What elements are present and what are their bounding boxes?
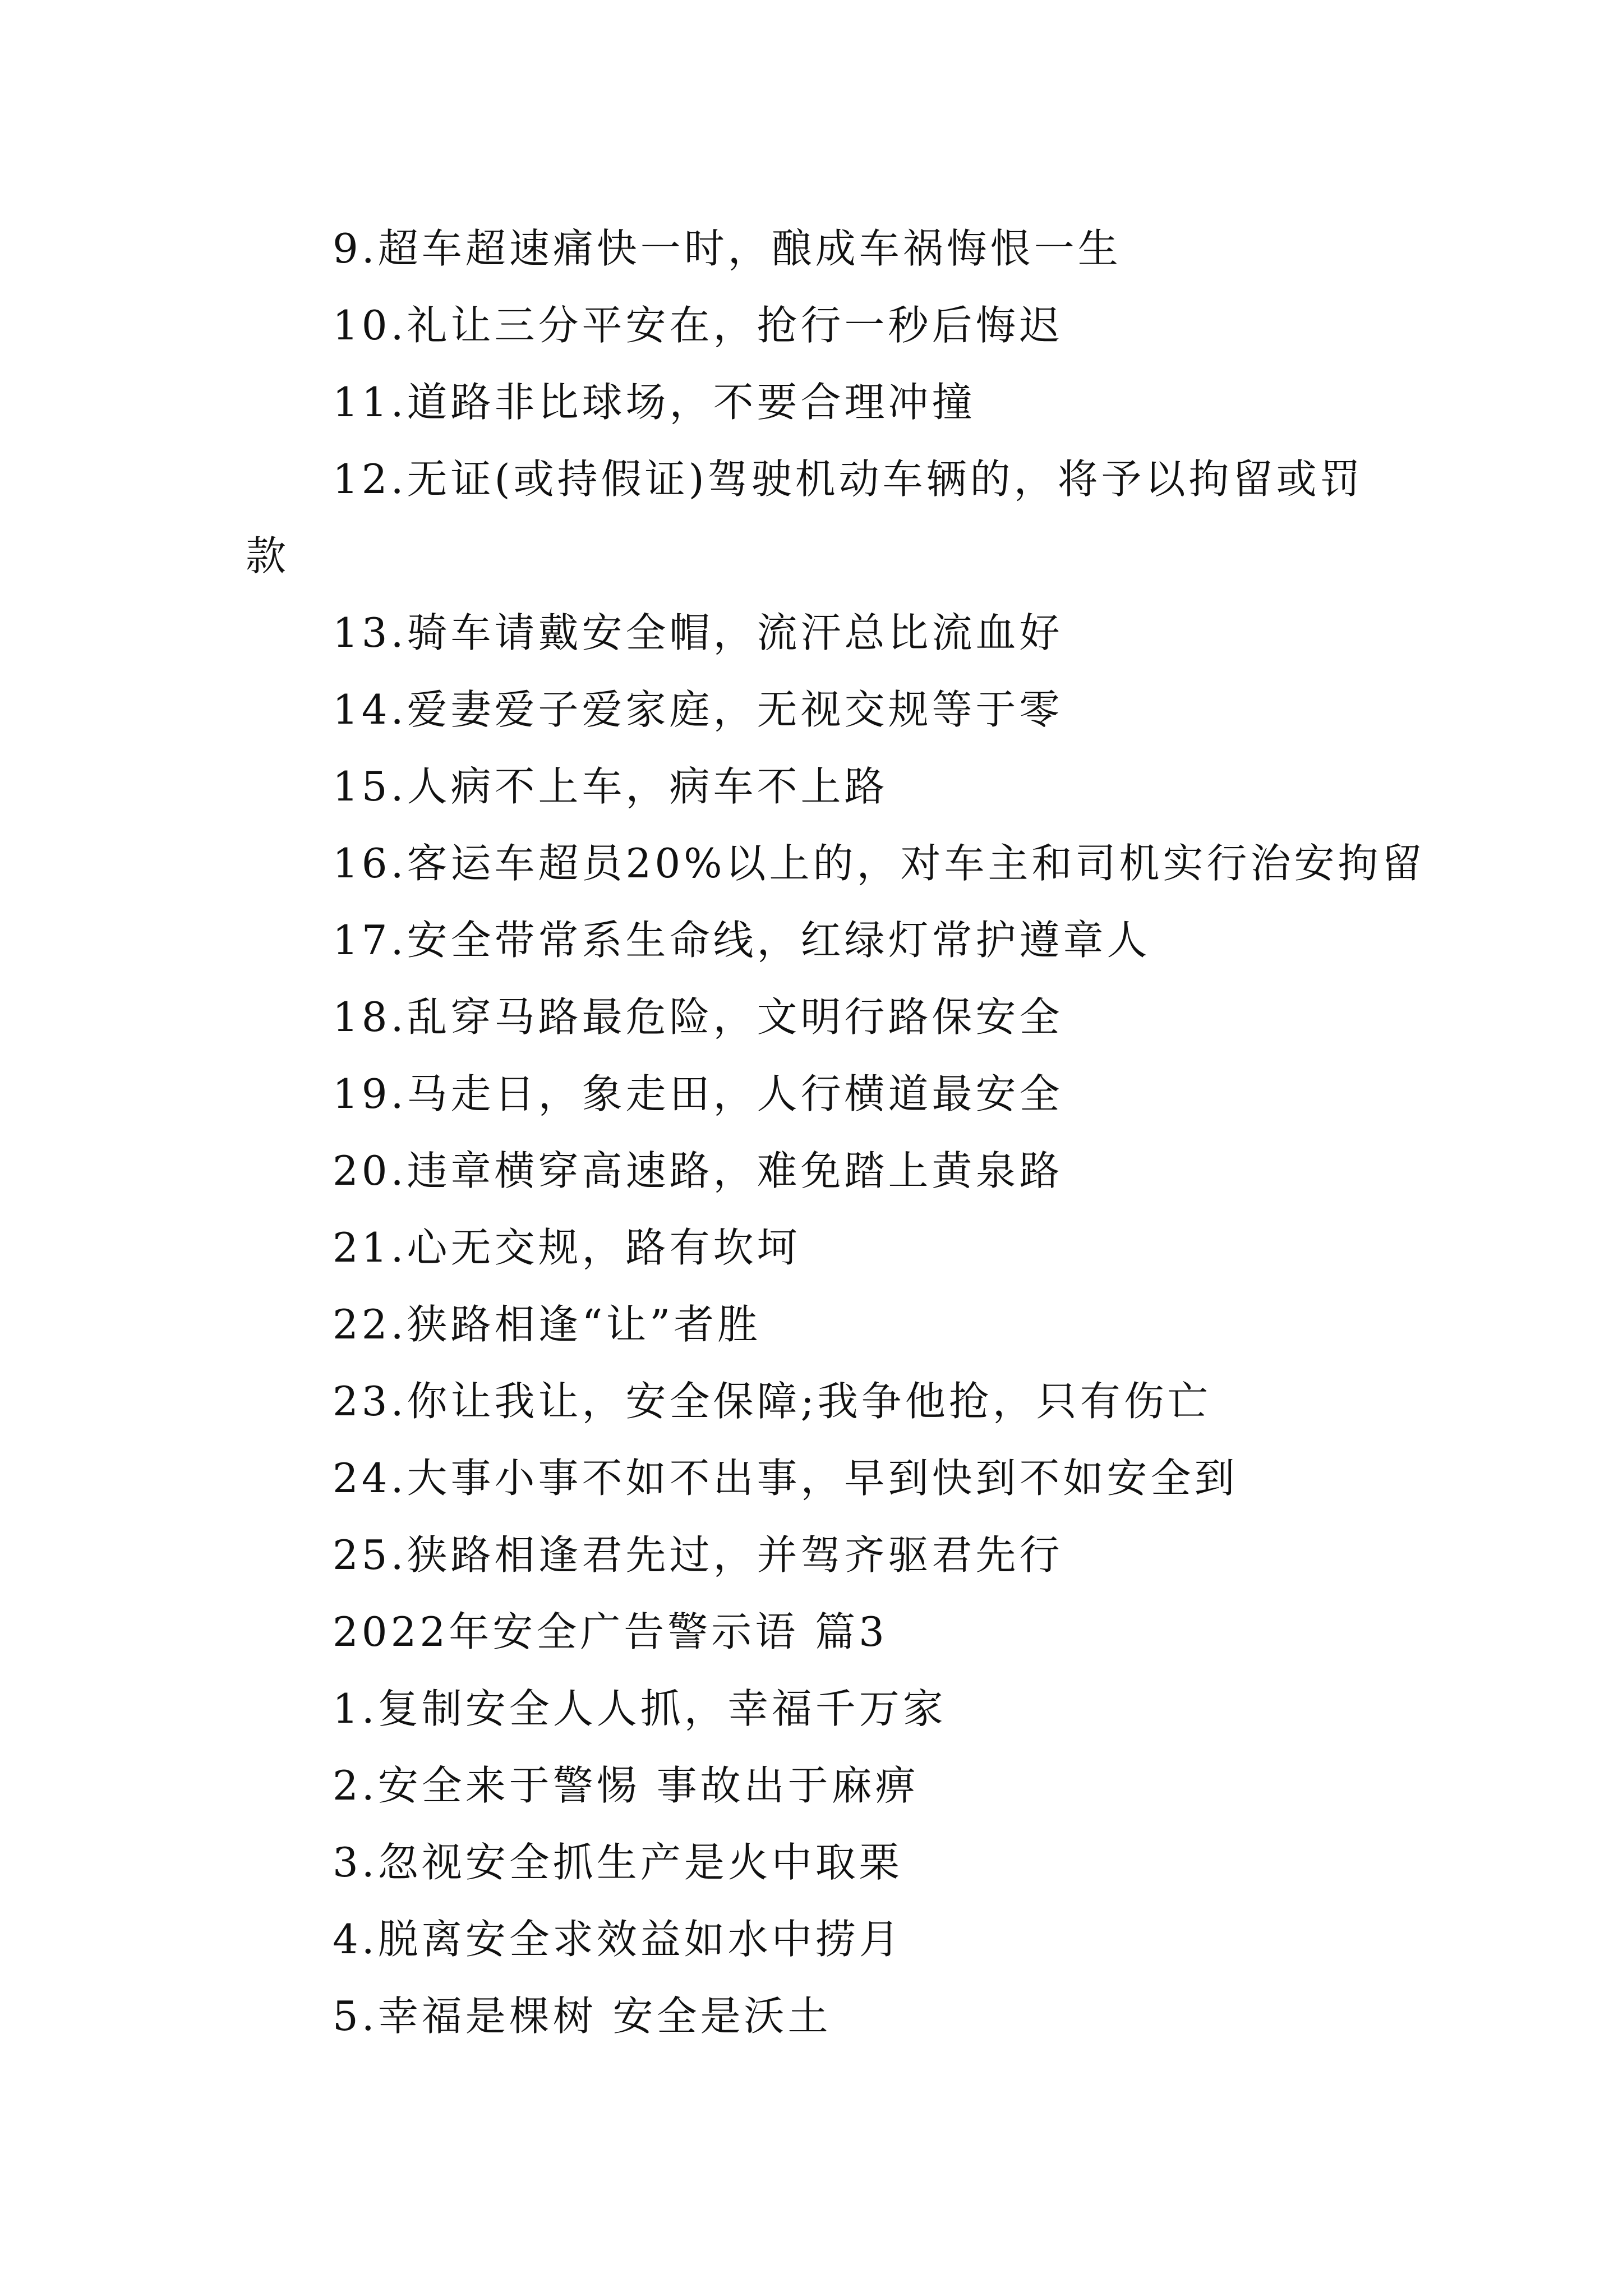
text-line: 10.礼让三分平安在，抢行一秒后悔迟 (333, 302, 1063, 349)
text-line: 9.超车超速痛快一时，酿成车祸悔恨一生 (333, 225, 1122, 272)
text-line: 25.狭路相逢君先过，并驾齐驱君先行 (333, 1531, 1063, 1579)
text-line: 12.无证(或持假证)驾驶机动车辆的，将予以拘留或罚 (333, 455, 1364, 503)
text-line: 24.大事小事不如不出事，早到快到不如安全到 (333, 1455, 1238, 1502)
section-heading: 2022年安全广告警示语 篇3 (333, 1608, 888, 1655)
text-line: 14.爱妻爱子爱家庭，无视交规等于零 (333, 686, 1063, 733)
text-line: 5.幸福是棵树 安全是沃土 (333, 1993, 832, 2040)
text-line: 18.乱穿马路最危险，文明行路保安全 (333, 993, 1063, 1041)
text-line: 1.复制安全人人抓，幸福千万家 (333, 1685, 947, 1732)
text-line: 13.骑车请戴安全帽，流汗总比流血好 (333, 609, 1063, 656)
text-line: 2.安全来于警惕 事故出于麻痹 (333, 1762, 919, 1809)
text-line: 11.道路非比球场，不要合理冲撞 (333, 379, 976, 426)
text-line: 15.人病不上车，病车不上路 (333, 763, 888, 810)
text-line: 19.马走日，象走田，人行横道最安全 (333, 1070, 1063, 1117)
text-line: 20.违章横穿高速路，难免踏上黄泉路 (333, 1147, 1063, 1194)
text-line: 16.客运车超员20%以上的，对车主和司机实行治安拘留 (333, 840, 1426, 887)
text-line: 4.脱离安全求效益如水中捞月 (333, 1916, 903, 1963)
text-line: 22.狭路相逢“让”者胜 (333, 1301, 762, 1348)
text-line: 23.你让我让，安全保障;我争他抢，只有伤亡 (333, 1378, 1211, 1425)
text-line: 17.安全带常系生命线，红绿灯常护遵章人 (333, 917, 1151, 964)
text-line: 3.忽视安全抓生产是火中取栗 (333, 1839, 903, 1886)
document-body (246, 210, 1426, 2055)
text-line: 21.心无交规，路有坎坷 (333, 1224, 801, 1271)
text-line-continuation: 款 (246, 532, 290, 579)
